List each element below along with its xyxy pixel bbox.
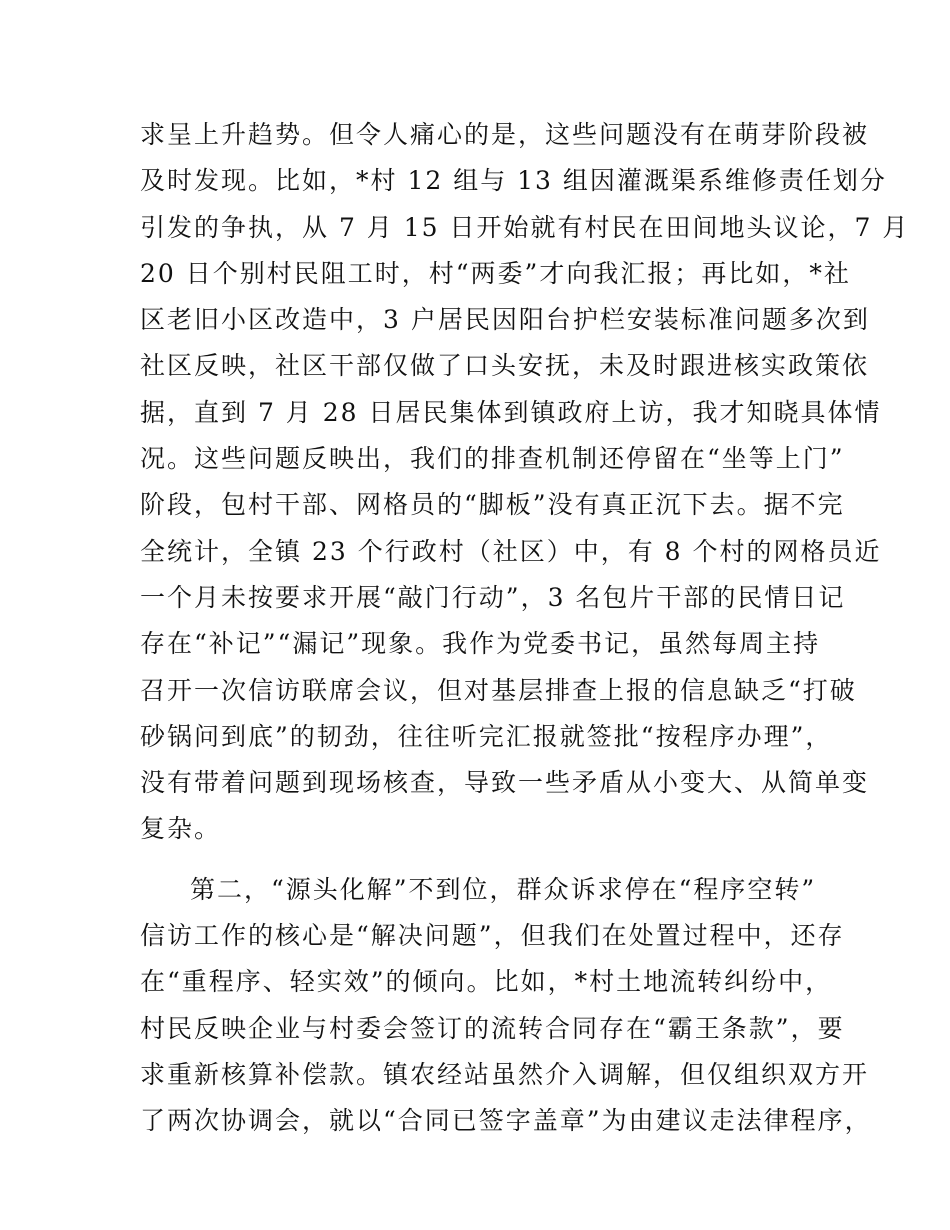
paragraph-spacing [140, 853, 830, 867]
text-line: 存在“补记”“漏记”现象。我作为党委书记，虽然每周主持 [140, 629, 821, 659]
text-line: 况。这些问题反映出，我们的排查机制还停留在“坐等上门” [140, 444, 845, 474]
text-line: 全统计，全镇 23 个行政村（社区）中，有 8 个村的网格员近 [140, 536, 882, 566]
text-line: 求重新核算补偿款。镇农经站虽然介入调解，但仅组织双方开 [140, 1059, 870, 1089]
text-line: 社区反映，社区干部仅做了口头安抚，未及时跟进核实政策依 [140, 351, 870, 381]
text-line: 村民反映企业与村委会签订的流转合同存在“霸王条款”，要 [140, 1013, 845, 1043]
text-line: 及时发现。比如，*村 12 组与 13 组因灌溉渠系维修责任划分 [140, 166, 887, 196]
text-line: 引发的争执，从 7 月 15 日开始就有村民在田间地头议论，7 月 [140, 212, 910, 242]
section-heading: 第二，“源头化解”不到位，群众诉求停在“程序空转” [190, 874, 817, 904]
paragraph-1 [140, 112, 910, 853]
paragraph-2 [140, 867, 872, 1145]
text-line: 据，直到 7 月 28 日居民集体到镇政府上访，我才知晓具体情 [140, 397, 882, 427]
text-line: 一个月未按要求开展“敲门行动”，3 名包片干部的民情日记 [140, 582, 846, 612]
text-line: 在“重程序、轻实效”的倾向。比如，*村土地流转纠纷中， [140, 967, 833, 997]
text-line: 复杂。 [140, 814, 222, 844]
text-line: 阶段，包村干部、网格员的“脚板”没有真正沉下去。据不完 [140, 490, 845, 520]
document-body [140, 112, 910, 1145]
text-line: 信访工作的核心是“解决问题”，但我们在处置过程中，还存 [140, 921, 845, 951]
text-line: 求呈上升趋势。但令人痛心的是，这些问题没有在萌芽阶段被 [140, 120, 870, 149]
text-line: 20 日个别村民阻工时，村“两委”才向我汇报；再比如，*社 [140, 258, 851, 288]
text-line: 区老旧小区改造中，3 户居民因阳台护栏安装标准问题多次到 [140, 305, 870, 335]
text-line: 砂锅问到底”的韧劲，往往听完汇报就签批“按程序办理”， [140, 721, 833, 751]
text-line: 召开一次信访联席会议，但对基层排查上报的信息缺乏“打破 [140, 675, 857, 705]
text-line: 没有带着问题到现场核查，导致一些矛盾从小变大、从简单变 [140, 768, 870, 798]
text-line: 了两次协调会，就以“合同已签字盖章”为由建议走法律程序， [140, 1106, 872, 1136]
